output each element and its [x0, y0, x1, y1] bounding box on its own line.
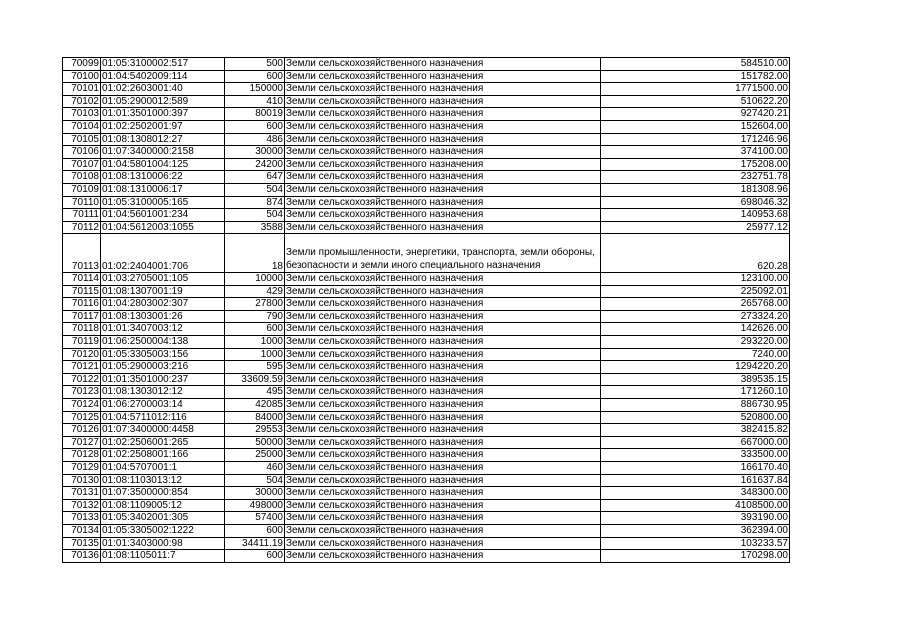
- row-number-cell: 70103: [63, 108, 101, 121]
- cadastral-value-cell: 1294220.20: [601, 361, 790, 374]
- cadastral-number-cell: 01:08:1310006:17: [101, 183, 225, 196]
- table-row: [63, 273, 790, 286]
- area-cell: 30000: [225, 487, 285, 500]
- row-number-cell: 70117: [63, 310, 101, 323]
- cadastral-value-cell: 698046.32: [601, 196, 790, 209]
- area-cell: 429: [225, 285, 285, 298]
- cadastral-number-cell: 01:04:5711012:116: [101, 411, 225, 424]
- cadastral-value-cell: 374100.00: [601, 146, 790, 159]
- row-number-cell: 70132: [63, 499, 101, 512]
- table-body: [63, 58, 790, 563]
- cadastral-number-cell: 01:04:5601001:234: [101, 209, 225, 222]
- land-category-cell: Земли сельскохозяйственного назначения: [285, 221, 601, 234]
- row-number-cell: 70099: [63, 58, 101, 71]
- table-row: [63, 298, 790, 311]
- cadastral-value-cell: 142626.00: [601, 323, 790, 336]
- cadastral-number-cell: 01:07:3500000:854: [101, 487, 225, 500]
- cadastral-number-cell: 01:08:1310006:22: [101, 171, 225, 184]
- cadastral-number-cell: 01:05:2900003:216: [101, 361, 225, 374]
- cadastral-number-cell: 01:08:1308012:27: [101, 133, 225, 146]
- cadastral-value-cell: 620.28: [601, 234, 790, 273]
- cadastral-value-cell: 170298.00: [601, 550, 790, 563]
- land-category-cell: Земли сельскохозяйственного назначения: [285, 424, 601, 437]
- cadastral-value-cell: 393190.00: [601, 512, 790, 525]
- table-row: [63, 146, 790, 159]
- row-number-cell: 70115: [63, 285, 101, 298]
- area-cell: 600: [225, 70, 285, 83]
- area-cell: 33609.59: [225, 373, 285, 386]
- land-category-cell: Земли сельскохозяйственного назначения: [285, 499, 601, 512]
- cadastral-number-cell: 01:01:3403000:98: [101, 537, 225, 550]
- table-row: [63, 183, 790, 196]
- area-cell: 647: [225, 171, 285, 184]
- cadastral-number-cell: 01:01:3407003:12: [101, 323, 225, 336]
- land-category-cell: Земли сельскохозяйственного назначения: [285, 285, 601, 298]
- table-row: [63, 70, 790, 83]
- area-cell: 80019: [225, 108, 285, 121]
- cadastral-value-cell: 667000.00: [601, 436, 790, 449]
- area-cell: 595: [225, 361, 285, 374]
- table-row: [63, 537, 790, 550]
- cadastral-number-cell: 01:04:5402009:114: [101, 70, 225, 83]
- land-category-cell: Земли сельскохозяйственного назначения: [285, 399, 601, 412]
- area-cell: 3588: [225, 221, 285, 234]
- land-category-cell: Земли сельскохозяйственного назначения: [285, 298, 601, 311]
- land-registry-table: [62, 57, 790, 563]
- land-category-cell: Земли сельскохозяйственного назначения: [285, 209, 601, 222]
- land-category-cell: Земли сельскохозяйственного назначения: [285, 158, 601, 171]
- table-row: [63, 209, 790, 222]
- cadastral-value-cell: 161637.84: [601, 474, 790, 487]
- cadastral-value-cell: 584510.00: [601, 58, 790, 71]
- table-row: [63, 234, 790, 273]
- table-row: [63, 399, 790, 412]
- row-number-cell: 70124: [63, 399, 101, 412]
- cadastral-number-cell: 01:04:5801004:125: [101, 158, 225, 171]
- row-number-cell: 70100: [63, 70, 101, 83]
- cadastral-value-cell: 293220.00: [601, 336, 790, 349]
- table-row: [63, 436, 790, 449]
- area-cell: 30000: [225, 146, 285, 159]
- land-category-cell: Земли сельскохозяйственного назначения: [285, 436, 601, 449]
- cadastral-value-cell: 333500.00: [601, 449, 790, 462]
- land-category-cell: Земли сельскохозяйственного назначения: [285, 537, 601, 550]
- row-number-cell: 70102: [63, 95, 101, 108]
- row-number-cell: 70111: [63, 209, 101, 222]
- table-row: [63, 361, 790, 374]
- table-row: [63, 512, 790, 525]
- row-number-cell: 70125: [63, 411, 101, 424]
- cadastral-value-cell: 510622.20: [601, 95, 790, 108]
- cadastral-number-cell: 01:01:3501000:397: [101, 108, 225, 121]
- cadastral-number-cell: 01:08:1307001:19: [101, 285, 225, 298]
- row-number-cell: 70121: [63, 361, 101, 374]
- land-category-cell: Земли сельскохозяйственного назначения: [285, 95, 601, 108]
- row-number-cell: 70129: [63, 462, 101, 475]
- area-cell: 10000: [225, 273, 285, 286]
- land-category-cell: Земли сельскохозяйственного назначения: [285, 273, 601, 286]
- cadastral-value-cell: 103233.57: [601, 537, 790, 550]
- cadastral-number-cell: 01:06:2500004:138: [101, 336, 225, 349]
- land-category-cell: Земли сельскохозяйственного назначения: [285, 449, 601, 462]
- cadastral-value-cell: 4108500.00: [601, 499, 790, 512]
- cadastral-number-cell: 01:08:1303001:26: [101, 310, 225, 323]
- area-cell: 790: [225, 310, 285, 323]
- area-cell: 34411.19: [225, 537, 285, 550]
- table-row: [63, 336, 790, 349]
- land-category-cell: Земли сельскохозяйственного назначения: [285, 310, 601, 323]
- row-number-cell: 70118: [63, 323, 101, 336]
- cadastral-value-cell: 927420.21: [601, 108, 790, 121]
- table-row: [63, 462, 790, 475]
- row-number-cell: 70126: [63, 424, 101, 437]
- table-row: [63, 411, 790, 424]
- cadastral-number-cell: 01:08:1303012:12: [101, 386, 225, 399]
- land-category-cell: Земли сельскохозяйственного назначения: [285, 133, 601, 146]
- area-cell: 874: [225, 196, 285, 209]
- area-cell: 500: [225, 58, 285, 71]
- row-number-cell: 70127: [63, 436, 101, 449]
- land-category-cell: Земли сельскохозяйственного назначения: [285, 512, 601, 525]
- table-row: [63, 487, 790, 500]
- cadastral-number-cell: 01:04:5612003:1055: [101, 221, 225, 234]
- area-cell: 410: [225, 95, 285, 108]
- cadastral-number-cell: 01:05:3402001:305: [101, 512, 225, 525]
- land-category-cell: Земли сельскохозяйственного назначения: [285, 83, 601, 96]
- land-category-cell: Земли сельскохозяйственного назначения: [285, 171, 601, 184]
- table-row: [63, 386, 790, 399]
- land-category-cell: Земли сельскохозяйственного назначения: [285, 323, 601, 336]
- cadastral-number-cell: 01:08:1105011:7: [101, 550, 225, 563]
- area-cell: 24200: [225, 158, 285, 171]
- area-cell: 27800: [225, 298, 285, 311]
- land-category-cell: Земли сельскохозяйственного назначения: [285, 336, 601, 349]
- land-category-cell: Земли сельскохозяйственного назначения: [285, 411, 601, 424]
- land-category-cell: Земли сельскохозяйственного назначения: [285, 348, 601, 361]
- table-row: [63, 323, 790, 336]
- table-row: [63, 171, 790, 184]
- cadastral-number-cell: 01:05:3305003:156: [101, 348, 225, 361]
- area-cell: 504: [225, 474, 285, 487]
- cadastral-number-cell: 01:05:3100005:165: [101, 196, 225, 209]
- land-category-cell: Земли сельскохозяйственного назначения: [285, 120, 601, 133]
- row-number-cell: 70120: [63, 348, 101, 361]
- row-number-cell: 70107: [63, 158, 101, 171]
- area-cell: 495: [225, 386, 285, 399]
- cadastral-number-cell: 01:01:3501000:237: [101, 373, 225, 386]
- area-cell: 600: [225, 120, 285, 133]
- land-category-cell: Земли сельскохозяйственного назначения: [285, 196, 601, 209]
- cadastral-value-cell: 123100.00: [601, 273, 790, 286]
- area-cell: 600: [225, 323, 285, 336]
- row-number-cell: 70136: [63, 550, 101, 563]
- cadastral-number-cell: 01:04:5707001:1: [101, 462, 225, 475]
- cadastral-number-cell: 01:02:2502001:97: [101, 120, 225, 133]
- area-cell: 84000: [225, 411, 285, 424]
- area-cell: 600: [225, 550, 285, 563]
- cadastral-value-cell: 140953.68: [601, 209, 790, 222]
- area-cell: 50000: [225, 436, 285, 449]
- table-row: [63, 348, 790, 361]
- land-category-cell: Земли сельскохозяйственного назначения: [285, 386, 601, 399]
- area-cell: 498000: [225, 499, 285, 512]
- cadastral-value-cell: 886730.95: [601, 399, 790, 412]
- land-category-cell: Земли промышленности, энергетики, транспорта, земли обороны, безопасности и земли иного специального назначения: [285, 234, 601, 273]
- land-category-cell: Земли сельскохозяйственного назначения: [285, 462, 601, 475]
- cadastral-value-cell: 382415.82: [601, 424, 790, 437]
- cadastral-value-cell: 175208.00: [601, 158, 790, 171]
- area-cell: 460: [225, 462, 285, 475]
- cadastral-value-cell: 520800.00: [601, 411, 790, 424]
- cadastral-value-cell: 25977.12: [601, 221, 790, 234]
- cadastral-number-cell: 01:03:2705001:105: [101, 273, 225, 286]
- cadastral-number-cell: 01:08:1103013:12: [101, 474, 225, 487]
- land-category-cell: Земли сельскохозяйственного назначения: [285, 183, 601, 196]
- row-number-cell: 70105: [63, 133, 101, 146]
- area-cell: 29553: [225, 424, 285, 437]
- cadastral-value-cell: 166170.40: [601, 462, 790, 475]
- row-number-cell: 70112: [63, 221, 101, 234]
- land-category-cell: Земли сельскохозяйственного назначения: [285, 550, 601, 563]
- row-number-cell: 70130: [63, 474, 101, 487]
- table-row: [63, 196, 790, 209]
- area-cell: 1000: [225, 348, 285, 361]
- row-number-cell: 70134: [63, 524, 101, 537]
- area-cell: 504: [225, 209, 285, 222]
- cadastral-number-cell: 01:07:3400000:4458: [101, 424, 225, 437]
- area-cell: 504: [225, 183, 285, 196]
- row-number-cell: 70135: [63, 537, 101, 550]
- land-category-cell: Земли сельскохозяйственного назначения: [285, 361, 601, 374]
- table-row: [63, 58, 790, 71]
- row-number-cell: 70101: [63, 83, 101, 96]
- cadastral-value-cell: 171260.10: [601, 386, 790, 399]
- area-cell: 25000: [225, 449, 285, 462]
- row-number-cell: 70128: [63, 449, 101, 462]
- area-cell: 486: [225, 133, 285, 146]
- land-category-cell: Земли сельскохозяйственного назначения: [285, 524, 601, 537]
- cadastral-number-cell: 01:05:3305002:1222: [101, 524, 225, 537]
- land-category-cell: Земли сельскохозяйственного назначения: [285, 487, 601, 500]
- table-row: [63, 120, 790, 133]
- cadastral-number-cell: 01:07:3400000:2158: [101, 146, 225, 159]
- table-row: [63, 310, 790, 323]
- table-row: [63, 550, 790, 563]
- land-registry-sheet: [62, 57, 790, 563]
- cadastral-value-cell: 152604.00: [601, 120, 790, 133]
- cadastral-value-cell: 171246.96: [601, 133, 790, 146]
- land-category-cell: Земли сельскохозяйственного назначения: [285, 146, 601, 159]
- cadastral-number-cell: 01:02:2506001:265: [101, 436, 225, 449]
- table-row: [63, 158, 790, 171]
- table-row: [63, 449, 790, 462]
- cadastral-value-cell: 225092.01: [601, 285, 790, 298]
- table-row: [63, 499, 790, 512]
- row-number-cell: 70122: [63, 373, 101, 386]
- area-cell: 42085: [225, 399, 285, 412]
- land-category-cell: Земли сельскохозяйственного назначения: [285, 58, 601, 71]
- area-cell: 600: [225, 524, 285, 537]
- area-cell: 150000: [225, 83, 285, 96]
- area-cell: 1000: [225, 336, 285, 349]
- row-number-cell: 70116: [63, 298, 101, 311]
- row-number-cell: 70119: [63, 336, 101, 349]
- table-row: [63, 83, 790, 96]
- table-row: [63, 95, 790, 108]
- cadastral-value-cell: 348300.00: [601, 487, 790, 500]
- row-number-cell: 70114: [63, 273, 101, 286]
- cadastral-value-cell: 389535.15: [601, 373, 790, 386]
- area-cell: 57400: [225, 512, 285, 525]
- cadastral-number-cell: 01:05:2900012:589: [101, 95, 225, 108]
- cadastral-value-cell: 362394.00: [601, 524, 790, 537]
- row-number-cell: 70109: [63, 183, 101, 196]
- table-row: [63, 524, 790, 537]
- table-row: [63, 133, 790, 146]
- table-row: [63, 373, 790, 386]
- row-number-cell: 70133: [63, 512, 101, 525]
- row-number-cell: 70113: [63, 234, 101, 273]
- cadastral-number-cell: 01:06:2700003:14: [101, 399, 225, 412]
- cadastral-number-cell: 01:08:1109005:12: [101, 499, 225, 512]
- land-category-cell: Земли сельскохозяйственного назначения: [285, 373, 601, 386]
- cadastral-number-cell: 01:05:3100002:517: [101, 58, 225, 71]
- row-number-cell: 70104: [63, 120, 101, 133]
- cadastral-number-cell: 01:02:2508001:166: [101, 449, 225, 462]
- row-number-cell: 70106: [63, 146, 101, 159]
- cadastral-number-cell: 01:04:2803002:307: [101, 298, 225, 311]
- cadastral-number-cell: 01:02:2404001:706: [101, 234, 225, 273]
- cadastral-value-cell: 265768.00: [601, 298, 790, 311]
- table-row: [63, 108, 790, 121]
- cadastral-value-cell: 151782.00: [601, 70, 790, 83]
- table-row: [63, 424, 790, 437]
- area-cell: 18: [225, 234, 285, 273]
- row-number-cell: 70110: [63, 196, 101, 209]
- land-category-cell: Земли сельскохозяйственного назначения: [285, 70, 601, 83]
- table-row: [63, 285, 790, 298]
- table-row: [63, 221, 790, 234]
- cadastral-value-cell: 181308.96: [601, 183, 790, 196]
- land-category-cell: Земли сельскохозяйственного назначения: [285, 474, 601, 487]
- cadastral-value-cell: 232751.78: [601, 171, 790, 184]
- cadastral-value-cell: 1771500.00: [601, 83, 790, 96]
- cadastral-number-cell: 01:02:2603001:40: [101, 83, 225, 96]
- table-row: [63, 474, 790, 487]
- row-number-cell: 70123: [63, 386, 101, 399]
- row-number-cell: 70131: [63, 487, 101, 500]
- land-category-cell: Земли сельскохозяйственного назначения: [285, 108, 601, 121]
- row-number-cell: 70108: [63, 171, 101, 184]
- cadastral-value-cell: 7240.00: [601, 348, 790, 361]
- cadastral-value-cell: 273324.20: [601, 310, 790, 323]
